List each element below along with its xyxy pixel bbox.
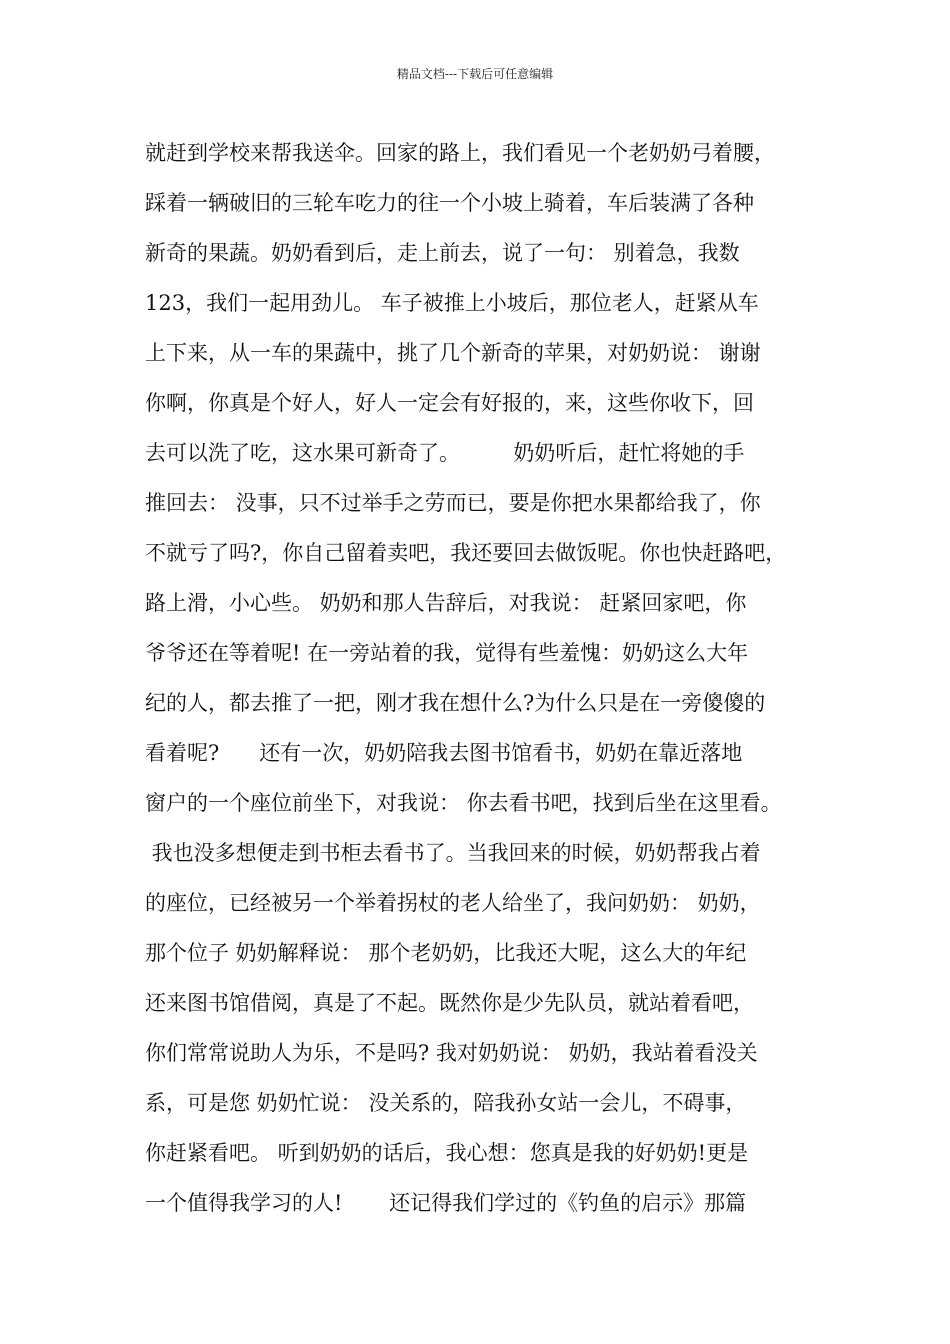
text-line: 还来图书馆借阅，真是了不起。既然你是少先队员，就站着看吧， bbox=[145, 991, 754, 1015]
text-line: 新奇的果蔬。奶奶看到后，走上前去，说了一句： 别着急，我数 bbox=[145, 241, 740, 265]
text-line: 上下来，从一车的果蔬中，挑了几个新奇的苹果，对奶奶说： 谢谢 bbox=[145, 341, 761, 365]
text-line: 你们常常说助人为乐，不是吗? 我对奶奶说： 奶奶，我站着看没关 bbox=[145, 1041, 758, 1065]
text-line: 的座位，已经被另一个举着拐杖的老人给坐了，我问奶奶： 奶奶， bbox=[145, 891, 761, 915]
text-line: 窗户的一个座位前坐下，对我说： 你去看书吧，找到后坐在这里看。 bbox=[145, 791, 782, 815]
text-line: 推回去： 没事，只不过举手之劳而已，要是你把水果都给我了，你 bbox=[145, 491, 761, 515]
text-line: 你啊，你真是个好人，好人一定会有好报的，来，这些你收下，回 bbox=[145, 391, 754, 415]
text-line: 一个值得我学习的人! 还记得我们学过的《钓鱼的启示》那篇 bbox=[145, 1191, 747, 1215]
text-line: 爷爷还在等着呢! 在一旁站着的我，觉得有些羞愧：奶奶这么大年 bbox=[145, 641, 749, 665]
text-line: 去可以洗了吃，这水果可新奇了。 奶奶听后，赶忙将她的手 bbox=[145, 441, 745, 465]
page-header: 精品文档---下载后可任意编辑 bbox=[396, 67, 554, 81]
text-line: 纪的人，都去推了一把，刚才我在想什么?为什么只是在一旁傻傻的 bbox=[145, 691, 766, 715]
text-line: 我也没多想便走到书柜去看书了。当我回来的时候，奶奶帮我占着 bbox=[145, 841, 761, 865]
text-line: 看着呢? 还有一次，奶奶陪我去图书馆看书，奶奶在靠近落地 bbox=[145, 741, 743, 765]
text-line: 系，可是您 奶奶忙说： 没关系的，陪我孙女站一会儿，不碍事， bbox=[145, 1091, 747, 1115]
text-line: 踩着一辆破旧的三轮车吃力的往一个小坡上骑着，车后装满了各种 bbox=[145, 191, 754, 215]
text-line: 你赶紧看吧。 听到奶奶的话后，我心想：您真是我的好奶奶!更是 bbox=[145, 1141, 749, 1165]
text-line: 不就亏了吗?，你自己留着卖吧，我还要回去做饭呢。你也快赶路吧， bbox=[145, 541, 787, 565]
text-line: 路上滑，小心些。 奶奶和那人告辞后，对我说： 赶紧回家吧，你 bbox=[145, 591, 747, 615]
text-line: 123，我们一起用劲儿。 车子被推上小坡后，那位老人，赶紧从车 bbox=[145, 291, 759, 315]
body-text bbox=[145, 128, 825, 1228]
text-line: 就赶到学校来帮我送伞。回家的路上，我们看见一个老奶奶弓着腰， bbox=[145, 141, 775, 165]
text-line: 那个位子 奶奶解释说： 那个老奶奶，比我还大呢，这么大的年纪 bbox=[145, 941, 747, 965]
